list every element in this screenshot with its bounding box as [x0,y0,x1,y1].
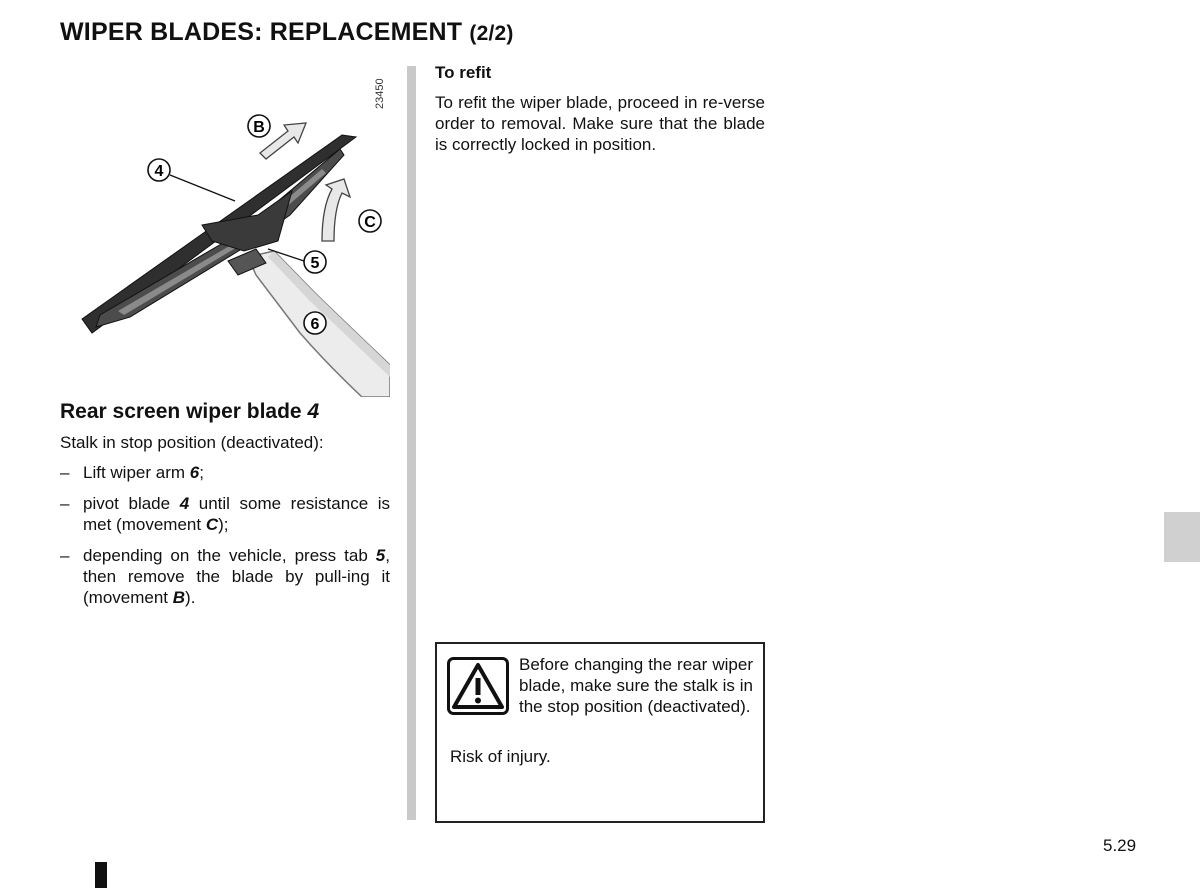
callout-4 [148,159,170,181]
callout-b [248,115,270,137]
callout-6 [304,312,326,334]
refit-heading: To refit [435,63,492,82]
svg-text:6: 6 [310,316,320,333]
page-number: 5.29 [1103,836,1137,855]
warning-text: Before changing the rear wiper blade, make sure the stalk is in the stop position (deactivated). [519,655,753,716]
section-heading-ref: 4 [307,400,320,423]
callout-c [359,210,381,232]
arrow-c [322,179,350,241]
blade-mount [202,191,292,251]
page-title [60,18,514,47]
refit-section [435,63,765,155]
page-title-text: WIPER BLADES: REPLACEMENT [60,18,463,46]
intro-text: Stalk in stop position (deactivated): [60,433,324,452]
step-item: – depending on the vehicle, press tab 5, then remove the blade by pull-ing it (movement B). [60,546,390,607]
page-title-suffix: (2/2) [469,22,514,45]
warning-box [435,642,765,823]
leader-4 [170,175,235,201]
callout-5 [304,251,326,273]
svg-text:C: C [364,214,376,231]
rear-wiper-section [60,400,390,618]
step-item: – pivot blade 4 until some resistance is met (movement C); [60,494,391,534]
illustration-ref-code: 23450 [374,78,386,109]
wiper-blade-illustration [60,65,390,397]
svg-text:B: B [253,119,265,136]
svg-text:5: 5 [310,255,320,272]
warning-risk: Risk of injury. [450,747,551,766]
column-divider [407,66,416,820]
section-heading [60,400,390,424]
step-item: – Lift wiper arm 6; [60,463,204,482]
section-heading-text: Rear screen wiper blade [60,400,302,423]
chapter-tab [1164,512,1200,562]
refit-text: To refit the wiper blade, proceed in re-verse order to removal. Make sure that the blade is correctly locked in position. [435,93,765,154]
svg-text:4: 4 [154,163,164,180]
warning-triangle-icon [447,657,509,715]
page-edge-marker [95,862,107,888]
